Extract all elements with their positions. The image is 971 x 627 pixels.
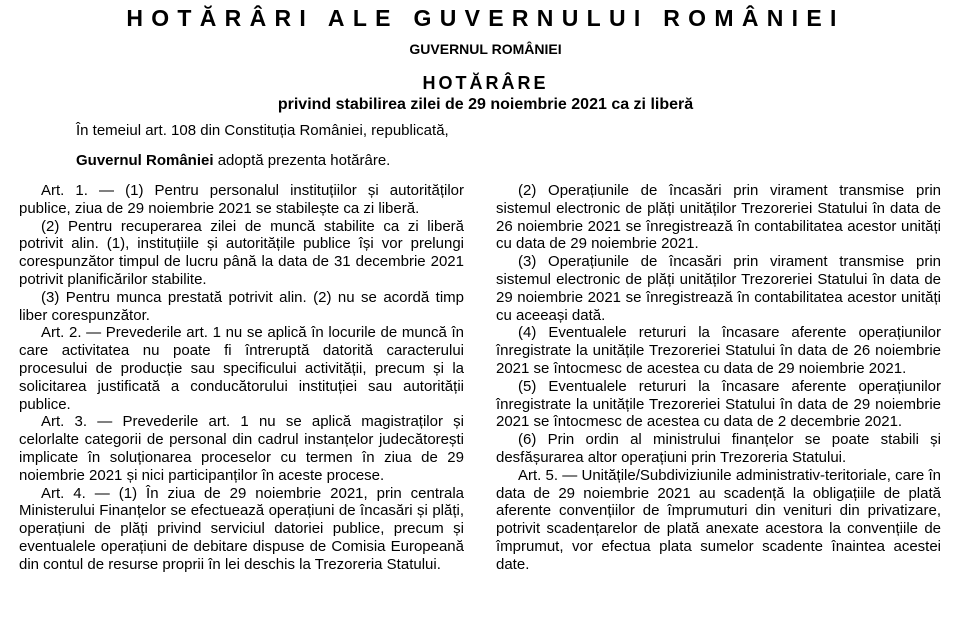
- paragraph: Art. 1. — (1) Pentru personalul instituțiilor și autorităților publice, ziua de 29 noiembrie 2021 se stabilește ca zi liberă.: [19, 182, 464, 217]
- paragraph: Art. 4. — (1) În ziua de 29 noiembrie 2021, prin centrala Ministerului Finanțelor se efectuează operațiuni de încasări și plăți, operațiuni de plăți privind serviciul datoriei publice, precum și eventualele operațiuni de debitare dispuse de Comisia Europeană din contul de resurse proprii în lei deschis la Trezoreria Statului.: [19, 484, 464, 573]
- document-subtitle: privind stabilirea zilei de 29 noiembrie 2021 ca zi liberă: [277, 96, 694, 113]
- paragraph: Art. 2. — Prevederile art. 1 nu se aplică în locurile de muncă în care activitatea nu poate fi întreruptă datorită caracterului procesului de producție sau specificului activității, precum și la solicitarea justificată a conducătorului instituției sau autorității publice.: [19, 324, 464, 413]
- document-type: HOTĂRÂRE: [422, 73, 549, 93]
- paragraph: (2) Pentru recuperarea zilei de muncă stabilite ca zi liberă potrivit alin. (1), instituțiile și autoritățile publice își vor prelungi corespunzător timpul de lucru până la data de 31 decembrie 2021 potrivit planificărilor stabilite.: [19, 217, 464, 288]
- paragraph: (4) Eventualele retururi la încasare aferente operațiunilor înregistrate la unitățile Trezoreriei Statului în data de 26 noiembrie 2021 se întocmesc de acestea cu data de 29 noiembrie 2021.: [496, 324, 941, 377]
- paragraph: (5) Eventualele retururi la încasare aferente operațiunilor înregistrate la unitățile Trezoreriei Statului în data de 29 noiembrie 2021 se întocmesc de acestea cu data de 2 decembrie 2021.: [496, 377, 941, 431]
- paragraph: (3) Pentru munca prestată potrivit alin. (2) nu se acordă timp liber corespunzător.: [19, 288, 464, 324]
- right-column: [496, 182, 941, 574]
- paragraph: (2) Operațiunile de încasări prin virament transmise prin sistemul electronic de plăți unităților Trezoreriei Statului în data de 26 noiembrie 2021 se înregistrează în contabilitatea acestor unități cu data de 29 noiembrie 2021.: [496, 182, 941, 253]
- left-column: [19, 182, 464, 574]
- adoption-text: adoptă prezenta hotărâre.: [213, 152, 391, 169]
- paragraph: Art. 5. — Unitățile/Subdiviziunile administrativ-teritoriale, care în data de 29 noiembrie 2021 au scadență la obligațiile de plată aferente convențiilor de împrumuturi din venituri din privatizare, potrivit scadențarelor de plată anexate acestora la convențiile de împrumut, vor efectua plata sumelor scadente înaintea acestei date.: [496, 466, 941, 573]
- adopter-name: Guvernul României: [76, 152, 214, 169]
- paragraph: (3) Operațiunile de încasări prin virament transmise prin sistemul electronic de plăți unităților Trezoreriei Statului în data de 29 noiembrie 2021 se înregistrează în contabilitatea acestor unități cu aceeași dată.: [496, 253, 941, 324]
- preamble-basis: În temeiul art. 108 din Constituția României, republicată,: [76, 122, 449, 139]
- preamble-adoption: [76, 152, 390, 170]
- paragraph: (6) Prin ordin al ministrului finanțelor se poate stabili și desfășurarea altor operațiuni prin Trezoreria Statului.: [496, 431, 941, 466]
- paragraph: Art. 3. — Prevederile art. 1 nu se aplică magistraților și celorlalte categorii de personal din cadrul instanțelor judecătorești implicate în soluționarea proceselor cu termen în ziua de 29 noiembrie 2021 și nici participanților în aceste procese.: [19, 413, 464, 484]
- issuer: GUVERNUL ROMÂNIEI: [409, 41, 562, 57]
- masthead-title: HOTĂRÂRI ALE GUVERNULUI ROMÂNIEI: [126, 5, 845, 31]
